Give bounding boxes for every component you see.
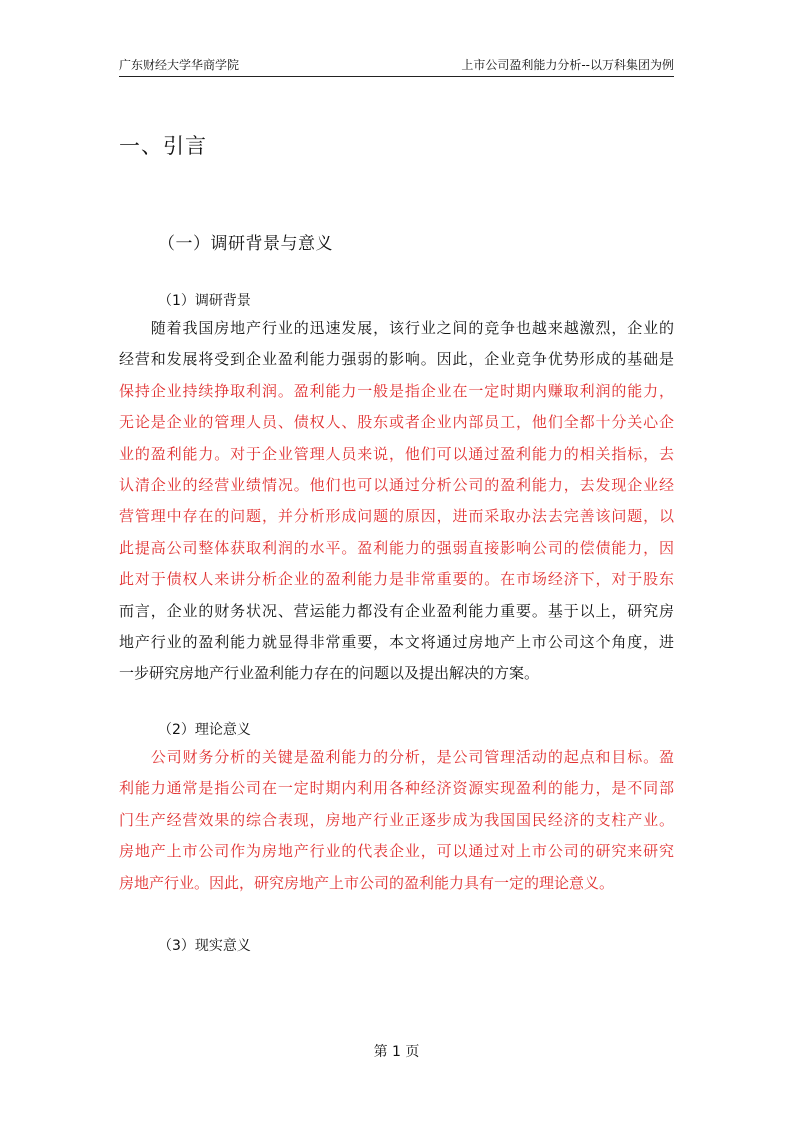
paragraph-line: 利能力通常是指公司在一定时期内利用各种经济资源实现盈利的能力，是不同部: [119, 779, 674, 798]
subsection-heading-theory: （2）理论意义: [158, 722, 251, 738]
paragraph-line: 认清企业的经营业绩情况。他们也可以通过分析公司的盈利能力，去发现企业经: [119, 475, 674, 494]
paragraph-line: 营管理中存在的问题，并分析形成问题的原因，进而采取办法去完善该问题，以: [119, 507, 674, 526]
paragraph-line: 此对于债权人来讲分析企业的盈利能力是非常重要的。在市场经济下，对于股东: [119, 570, 674, 589]
header-document-title: 上市公司盈利能力分析--以万科集团为例: [461, 58, 674, 72]
paragraph-theory: [119, 742, 674, 899]
paragraph-line: 门生产经营效果的综合表现，房地产行业正逐步成为我国国民经济的支柱产业。: [119, 810, 674, 829]
paragraph-line: 随着我国房地产行业的迅速发展，该行业之间的竞争也越来越激烈，企业的: [119, 319, 674, 337]
paragraph-line: 而言，企业的财务状况、营运能力都没有企业盈利能力重要。基于以上，研究房: [119, 601, 674, 620]
header-rule: [119, 76, 674, 77]
chapter-heading: 一、引言: [119, 134, 207, 158]
subsection-heading-practice: （3）现实意义: [158, 938, 251, 954]
page-number: 第 1 页: [373, 1044, 420, 1060]
paragraph-line: 此提高公司整体获取利润的水平。盈利能力的强弱直接影响公司的偿债能力，因: [119, 538, 674, 557]
paragraph-line: 公司财务分析的关键是盈利能力的分析，是公司管理活动的起点和目标。盈: [119, 748, 674, 766]
paragraph-line: 经营和发展将受到企业盈利能力强弱的影响。因此，企业竞争优势形成的基础是: [119, 350, 674, 369]
paragraph-line: 房地产行业。因此，研究房地产上市公司的盈利能力具有一定的理论意义。: [119, 873, 615, 892]
paragraph-line: 无论是企业的管理人员、债权人、股东或者企业内部员工，他们全都十分关心企: [119, 413, 674, 432]
paragraph-background: [119, 313, 674, 690]
page-header: [119, 56, 674, 76]
paragraph-line: 一步研究房地产行业盈利能力存在的问题以及提出解决的方案。: [119, 664, 540, 683]
header-school-name: 广东财经大学华商学院: [119, 58, 240, 72]
paragraph-line: 地产行业的盈利能力就显得非常重要，本文将通过房地产上市公司这个角度，进: [119, 632, 674, 651]
paragraph-line: 业的盈利能力。对于企业管理人员来说，他们可以通过盈利能力的相关指标，去: [119, 444, 674, 463]
section-heading: （一）调研背景与意义: [158, 234, 333, 254]
paragraph-line: 房地产上市公司作为房地产行业的代表企业，可以通过对上市公司的研究来研究: [119, 842, 674, 861]
paragraph-line: 保持企业持续挣取利润。盈利能力一般是指企业在一定时期内赚取利润的能力，: [119, 381, 674, 400]
subsection-heading-background: （1）调研背景: [158, 293, 251, 309]
